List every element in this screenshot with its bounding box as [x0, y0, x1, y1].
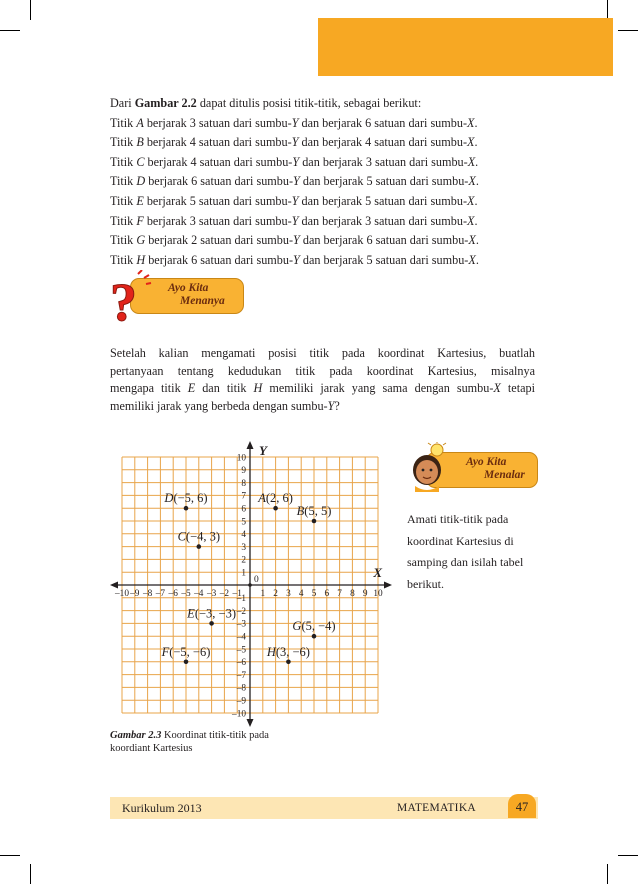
x-tick-label: –3 — [206, 589, 217, 599]
y-tick-label: –6 — [236, 658, 246, 669]
footer-subject: MATEMATIKA — [397, 802, 477, 814]
page-number: 47 — [508, 794, 536, 818]
intro-line: Titik G berjarak 2 satuan dari sumbu-Y dan berjarak 6 satuan dari sumbu-X. — [110, 233, 479, 248]
x-axis-arrow — [384, 582, 392, 589]
point-h — [286, 660, 291, 665]
x-axis-label: X — [373, 565, 382, 580]
header-band — [318, 18, 613, 76]
point-label-c: C(−4, 3) — [177, 529, 221, 544]
y-tick-label: 9 — [241, 466, 246, 477]
point-label-b: B(5, 5) — [296, 504, 332, 518]
x-tick-label: –9 — [130, 589, 140, 599]
point-label-f: F(−5, −6) — [161, 644, 211, 659]
y-tick-label: 2 — [241, 555, 246, 566]
y-tick-label: –5 — [236, 645, 246, 656]
crop-mark — [607, 864, 608, 884]
paragraph-line: Setelah kalian mengamati posisi titik pada koordinat Kartesius, buatlah — [110, 346, 535, 360]
crop-mark — [607, 0, 608, 20]
y-tick-label: –4 — [236, 632, 246, 643]
x-tick-label: 5 — [311, 589, 317, 599]
x-tick-label: 6 — [324, 589, 330, 599]
point-label-g: G(5, −4) — [292, 619, 336, 634]
intro-line: Titik H berjarak 6 satuan dari sumbu-Y dan berjarak 5 satuan dari sumbu-X. — [110, 252, 479, 267]
intro-line: Titik A berjarak 3 satuan dari sumbu-Y dan berjarak 6 satuan dari sumbu-X. — [110, 115, 478, 130]
x-tick-label: –6 — [168, 589, 178, 599]
y-tick-label: –2 — [236, 606, 246, 617]
chart-ticks — [114, 453, 383, 719]
y-tick-label: 3 — [241, 542, 246, 553]
crop-mark — [618, 855, 638, 856]
x-tick-label: 9 — [362, 589, 368, 599]
point-label-h: H(3, −6) — [266, 644, 310, 659]
point-g — [312, 634, 317, 639]
intro-line: Titik E berjarak 5 satuan dari sumbu-Y dan berjarak 5 satuan dari sumbu-X. — [110, 193, 478, 208]
intro-line: Titik F berjarak 3 satuan dari sumbu-Y dan berjarak 3 satuan dari sumbu-X. — [110, 213, 478, 228]
y-tick-label: 10 — [236, 453, 246, 464]
question-paragraph — [110, 345, 535, 415]
x-tick-label: 10 — [373, 589, 383, 599]
point-b — [312, 519, 317, 524]
origin-dot — [248, 583, 252, 587]
x-tick-label: 8 — [350, 589, 355, 599]
x-tick-label: 3 — [286, 589, 291, 599]
menanya-label: Ayo Kita Menanya — [168, 282, 225, 307]
svg-text:?: ? — [110, 272, 137, 326]
y-tick-label: –1 — [236, 594, 246, 605]
chart-axes — [110, 441, 392, 727]
footer-curriculum: Kurikulum 2013 — [122, 801, 202, 815]
menalar-instruction: Amati titik-titik pada koordinat Kartesius di samping dan isilah tabel berikut. — [407, 512, 524, 591]
chart-points — [161, 491, 336, 664]
paragraph-line: memiliki jarak yang berbeda dengan sumbu-Y? — [110, 398, 340, 413]
cartesian-chart — [105, 440, 405, 730]
x-tick-label: 7 — [337, 589, 342, 599]
x-tick-label: –8 — [142, 589, 153, 599]
point-label-a: A(2, 6) — [258, 491, 293, 506]
point-a — [273, 506, 278, 511]
x-tick-label: 4 — [298, 589, 304, 599]
crop-mark — [618, 30, 638, 31]
question-mark-icon — [108, 270, 158, 326]
x-tick-label: 2 — [273, 589, 278, 599]
x-tick-label: –1 — [232, 589, 242, 599]
x-tick-label: –2 — [219, 589, 230, 599]
crop-mark — [30, 0, 31, 20]
y-axis-arrow — [247, 441, 254, 449]
y-tick-label: 7 — [241, 491, 246, 502]
y-tick-label: –3 — [236, 619, 246, 630]
y-tick-label: –8 — [236, 683, 246, 694]
intro-line: Titik B berjarak 4 satuan dari sumbu-Y dan berjarak 4 satuan dari sumbu-X. — [110, 135, 478, 150]
x-tick-label: –5 — [181, 589, 191, 599]
point-c — [197, 544, 202, 549]
intro-line: Titik D berjarak 6 satuan dari sumbu-Y dan berjarak 5 satuan dari sumbu-X. — [110, 174, 479, 189]
intro-text — [110, 94, 534, 270]
crop-mark — [0, 30, 20, 31]
x-tick-label: –7 — [155, 589, 166, 599]
y-tick-label: 1 — [241, 568, 246, 579]
point-e — [209, 621, 214, 626]
y-tick-label: –10 — [232, 709, 246, 720]
y-tick-label: –7 — [236, 670, 246, 681]
menalar-label: Ayo Kita Menalar — [466, 456, 525, 481]
point-label-d: D(−5, 6) — [164, 491, 208, 506]
figure-caption: Gambar 2.3 Koordinat titik-titik pada koordiant Kartesius — [110, 730, 269, 754]
paragraph-line: mengapa titik E dan titik H memiliki jarak yang sama dengan sumbu-X tetapi — [110, 381, 535, 395]
point-f — [184, 660, 189, 665]
y-tick-label: 6 — [241, 504, 246, 515]
x-tick-label: –4 — [194, 589, 204, 599]
paragraph-line: pertanyaan tentang kedudukan titik pada koordinat Kartesius, misalnya — [110, 363, 535, 378]
y-axis-arrow-down — [247, 719, 254, 727]
y-tick-label: 8 — [241, 478, 246, 489]
y-axis-label: Y — [259, 443, 267, 458]
y-tick-label: –9 — [236, 696, 246, 707]
thinking-student-icon — [405, 442, 451, 492]
y-tick-label: 4 — [241, 530, 246, 541]
y-tick-label: 5 — [241, 517, 246, 528]
intro-line: Dari Gambar 2.2 dapat ditulis posisi titik-titik, sebagai berikut: — [110, 96, 422, 110]
x-tick-label: 1 — [260, 589, 266, 599]
origin-label: 0 — [254, 575, 259, 585]
intro-line: Titik C berjarak 4 satuan dari sumbu-Y dan berjarak 3 satuan dari sumbu-X. — [110, 154, 479, 169]
point-d — [184, 506, 189, 511]
point-label-e: E(−3, −3) — [187, 606, 237, 621]
x-axis-arrow-left — [110, 582, 118, 589]
crop-mark — [30, 864, 31, 884]
crop-mark — [0, 855, 20, 856]
x-tick-label: –10 — [115, 589, 129, 599]
